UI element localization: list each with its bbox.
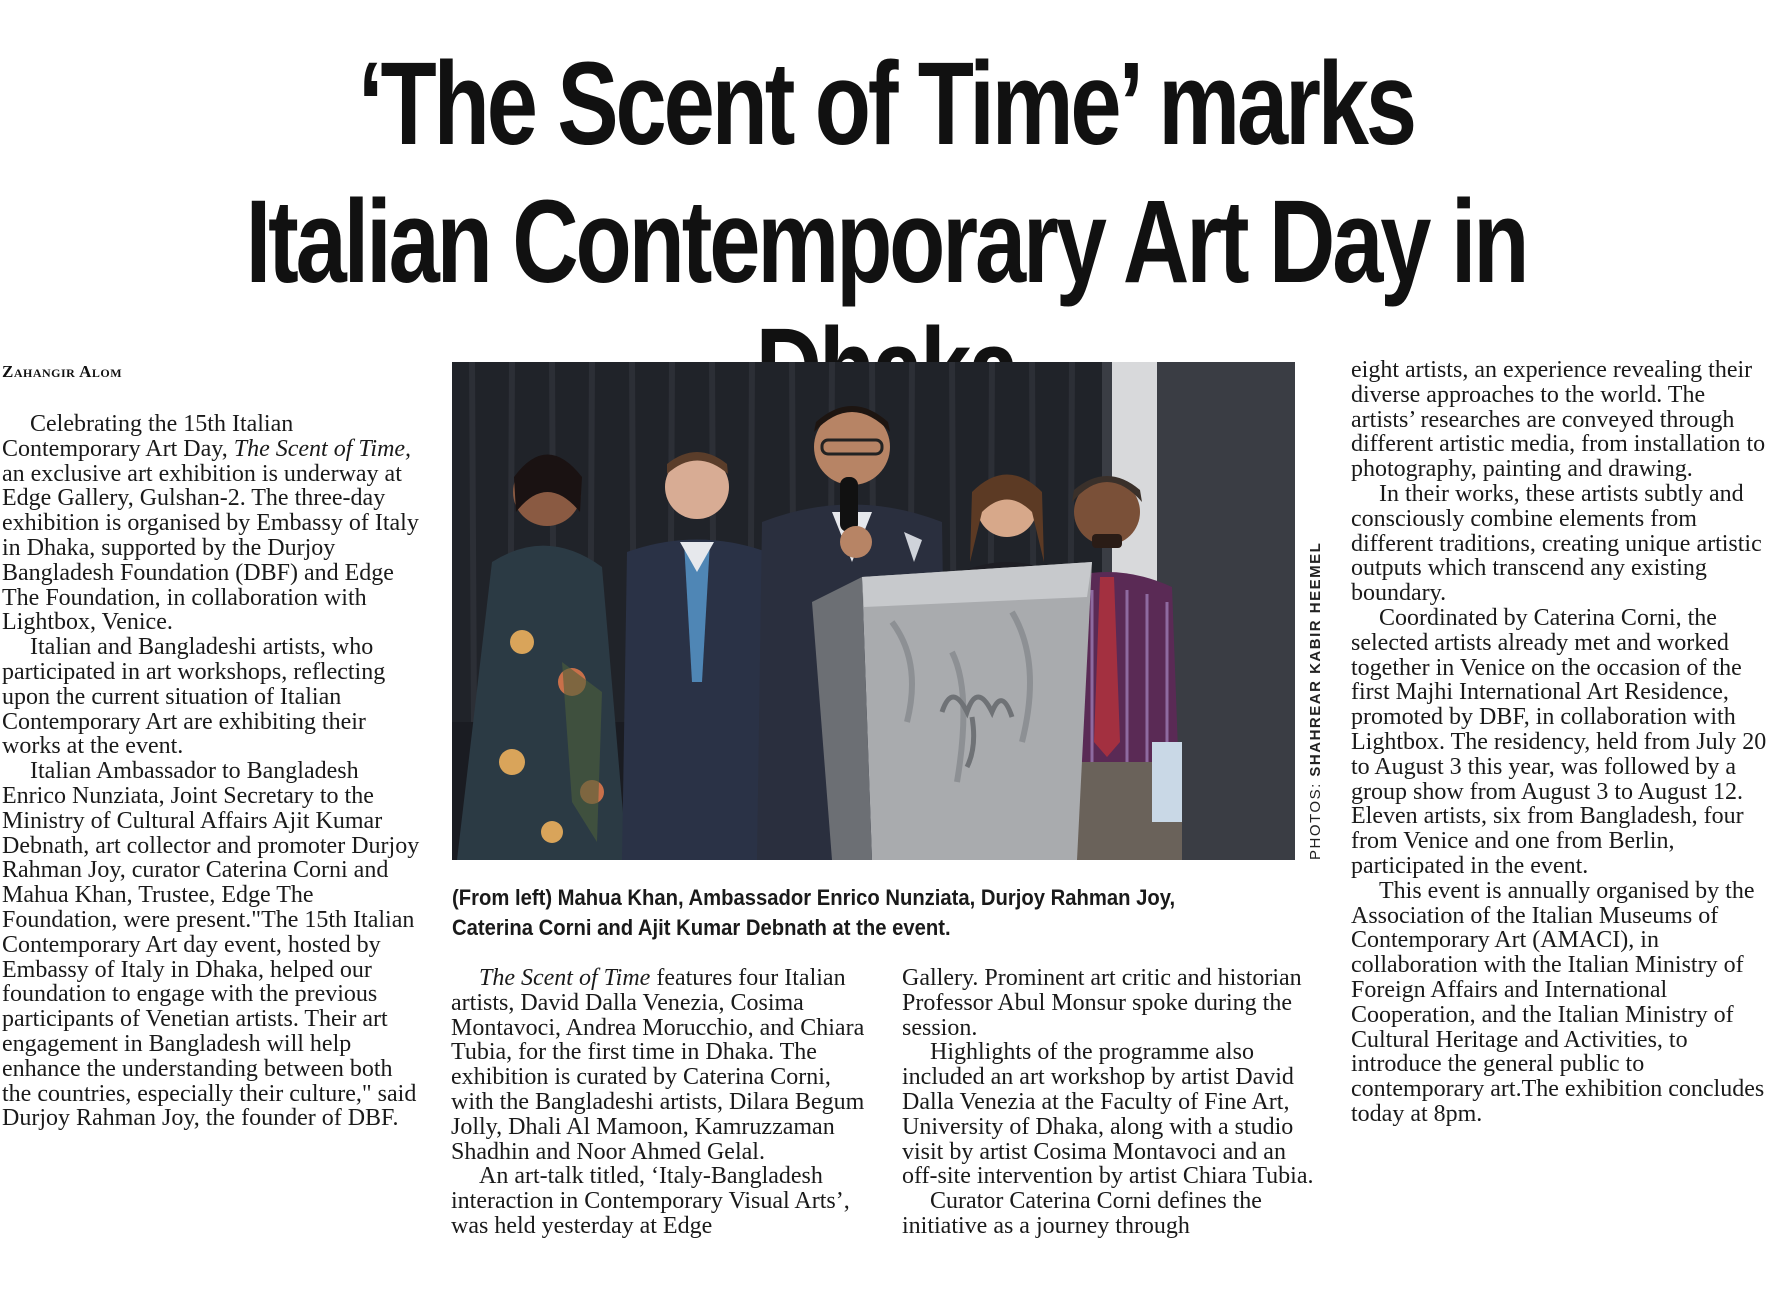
headline-line-1: ‘The Scent of Time’ marks xyxy=(358,38,1414,170)
article-paragraph xyxy=(902,1040,1322,1189)
article-paragraph xyxy=(2,635,420,759)
paragraph-text: an exclusive art exhibition is underway at Edge Gallery, Gulshan-2. The three-day exhibition is organised by Embassy of Italy in Dhaka, supported by the Durjoy Bangladesh Foundation (DBF) and Edge The Foundation, in collaboration with Lightbox, Venice. xyxy=(2,460,419,636)
paragraph-text: features four Italian artists, David Dalla Venezia, Cosima Montavoci, Andrea Morucchio, and Chiara Tubia, for the first time in Dhaka. The exhibition is curated by Caterina Corni, with the Bangladeshi artists, Dilara Begum Jolly, Dhali Al Mamoon, Kamruzzaman Shadhin and Noor Ahmed Gelal. xyxy=(451,965,865,1165)
photo-credit-name: SHAHREAR KABIR HEEMEL xyxy=(1307,541,1324,777)
article-paragraph xyxy=(1351,358,1771,482)
byline: Zahangir Alom xyxy=(2,362,123,381)
paragraph-text: eight artists, an experience revealing their diverse approaches to the world. The artists’ researches are conveyed through different artistic media, from installation to photography, painting and drawing. xyxy=(1351,357,1766,483)
photo-credit-prefix: PHOTOS: xyxy=(1307,776,1324,860)
lectern xyxy=(812,562,1092,860)
article-column-1 xyxy=(2,412,420,1131)
article-paragraph xyxy=(902,1189,1322,1239)
paragraph-text: Italian and Bangladeshi artists, who participated in art workshops, reflecting upon the current situation of Italian Contemporary Art are exhibiting their works at the event. xyxy=(2,634,386,760)
italic-title: The Scent of Time, xyxy=(233,435,412,462)
paragraph-text: Curator Caterina Corni defines the initiative as a journey through xyxy=(902,1188,1262,1239)
paragraph-text: Coordinated by Caterina Corni, the selected artists already met and worked together in Venice on the occasion of the first Majhi International Art Residence, promoted by DBF, in collaboration with Lightbox. The residency, held from July 20 to August 3 this year, was followed by a group show from August 3 to August 12. Eleven artists, six from Bangladesh, four from Venice and one from Berlin, participated in the event. xyxy=(1351,604,1767,879)
paragraph-text: Gallery. Prominent art critic and historian Professor Abul Monsur spoke during the session. xyxy=(902,965,1302,1041)
article-paragraph xyxy=(1351,482,1771,606)
italic-title: The Scent of Time xyxy=(479,965,651,991)
article-paragraph xyxy=(902,966,1322,1040)
article-paragraph xyxy=(2,412,420,635)
paragraph-text: An art-talk titled, ‘Italy-Bangladesh interaction in Contemporary Visual Arts’, was held yesterday at Edge xyxy=(451,1163,850,1239)
event-photo-illustration xyxy=(452,362,1295,860)
paragraph-text: In their works, these artists subtly and consciously combine elements from different traditions, creating unique artistic outputs which transcend any existing boundary. xyxy=(1351,480,1762,607)
article-paragraph xyxy=(1351,606,1771,879)
photo-credit xyxy=(1307,542,1324,860)
article-paragraph xyxy=(451,966,871,1164)
article-paragraph xyxy=(2,759,420,1131)
paragraph-text: This event is annually organised by the Association of the Italian Museums of Contemporary Art (AMACI), in collaboration with the Italian Ministry of Foreign Affairs and International Cooperation, and the Italian Ministry of Cultural Heritage and Activities, to introduce the general public to contemporary art.The exhibition concludes today at 8pm. xyxy=(1351,877,1765,1127)
paragraph-text: Highlights of the programme also included an art workshop by artist David Dalla Venezia at the Faculty of Fine Art, University of Dhaka, along with a studio visit by artist Cosima Montavoci and an off-site intervention by artist Chiara Tubia. xyxy=(902,1039,1314,1190)
article-column-2 xyxy=(451,966,871,1239)
event-photo xyxy=(452,362,1295,860)
article-column-3 xyxy=(902,966,1322,1239)
headline-line-2: Italian Contemporary Art Day in xyxy=(245,176,1527,308)
paragraph-text: Celebrating the 15th Italian Contemporary Art Day, xyxy=(2,411,294,462)
paragraph-text: Italian Ambassador to Bangladesh Enrico Nunziata, Joint Secretary to the Ministry of Cultural Affairs Ajit Kumar Debnath, art collector and promoter Durjoy Rahman Joy, curator Caterina Corni and Mahua Khan, Trustee, Edge The Foundation, were present."The 15th Italian Contemporary Art day event, hosted by Embassy of Italy in Dhaka, helped our foundation to engage with the previous participants of Venetian artists. Their art engagement in Bangladesh will help enhance the understanding between both the countries, especially their culture," said Durjoy Rahman Joy, the founder of DBF. xyxy=(2,758,420,1132)
article-column-4 xyxy=(1351,358,1771,1127)
photo-caption: (From left) Mahua Khan, Ambassador Enrico Nunziata, Durjoy Rahman Joy, Caterina Corni and Ajit Kumar Debnath at the event. xyxy=(452,885,1176,940)
article-paragraph xyxy=(451,1164,871,1238)
article-paragraph xyxy=(1351,879,1771,1127)
